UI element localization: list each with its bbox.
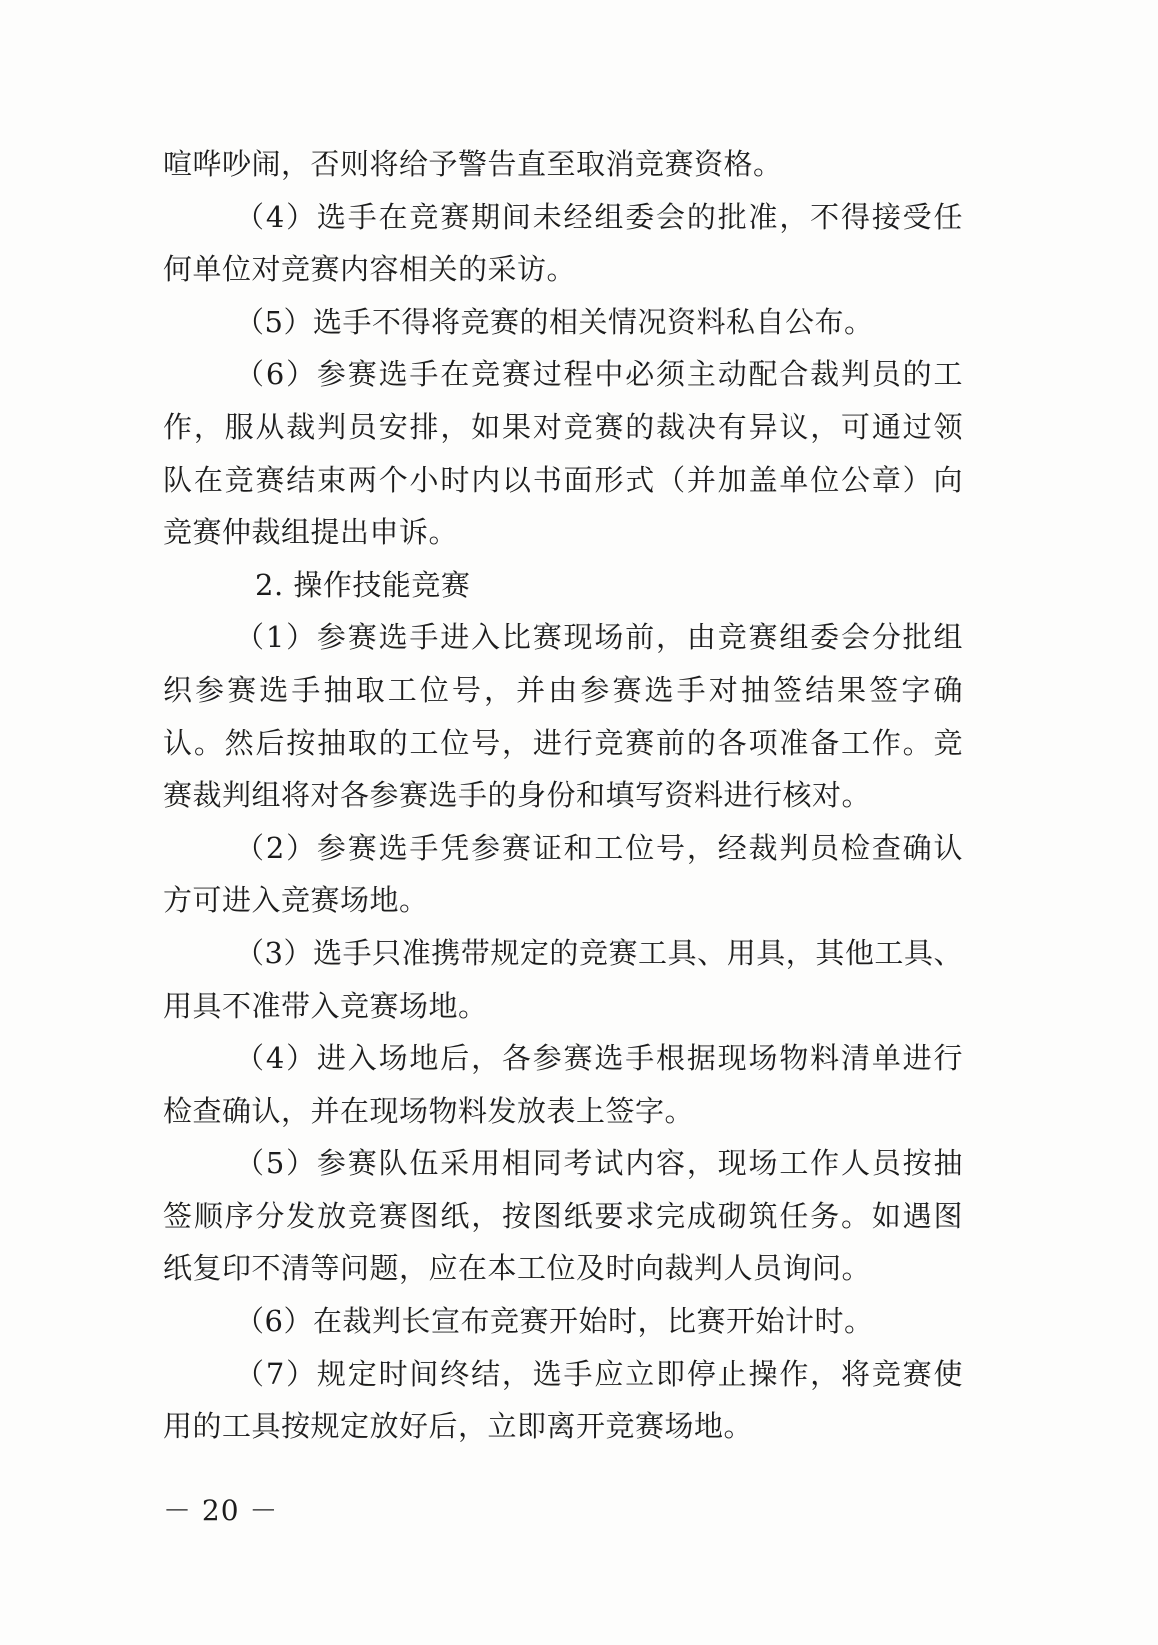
text-line: 赛裁判组将对各参赛选手的身份和填写资料进行核对。	[163, 778, 872, 813]
text-line: 织参赛选手抽取工位号，并由参赛选手对抽签结果签字确	[163, 672, 963, 707]
text-line: 方可进入竞赛场地。	[163, 883, 429, 918]
text-line: 喧哗吵闹，否则将给予警告直至取消竞赛资格。	[163, 147, 783, 181]
section-heading: 2. 操作技能竞赛	[255, 567, 471, 602]
text-line: 队在竞赛结束两个小时内以书面形式（并加盖单位公章）向	[163, 462, 963, 497]
text-line: 竞赛仲裁组提出申诉。	[163, 515, 459, 550]
text-line: （2）参赛选手凭参赛证和工位号，经裁判员检查确认	[235, 830, 963, 865]
text-line: （7）规定时间终结，选手应立即停止操作，将竞赛使	[235, 1356, 963, 1391]
page-number: － 20 －	[163, 1494, 279, 1527]
text-line: 用具不准带入竞赛场地。	[163, 988, 488, 1023]
text-line: 用的工具按规定放好后，立即离开竞赛场地。	[163, 1409, 754, 1444]
text-line: 纸复印不清等问题，应在本工位及时向裁判人员询问。	[163, 1251, 872, 1286]
text-line: （5）参赛队伍采用相同考试内容，现场工作人员按抽	[235, 1146, 963, 1181]
text-line: （1）参赛选手进入比赛现场前，由竞赛组委会分批组	[235, 620, 963, 655]
text-line: （6）参赛选手在竞赛过程中必须主动配合裁判员的工	[235, 357, 963, 392]
text-line: 检查确认，并在现场物料发放表上签字。	[163, 1093, 695, 1128]
text-line: （4）进入场地后，各参赛选手根据现场物料清单进行	[235, 1041, 963, 1076]
text-line: （5）选手不得将竞赛的相关情况资料私自公布。	[235, 304, 874, 339]
body-text	[163, 138, 963, 1453]
text-line: 何单位对竞赛内容相关的采访。	[163, 252, 577, 287]
text-line: （4）选手在竞赛期间未经组委会的批准，不得接受任	[235, 199, 963, 234]
text-line: 作，服从裁判员安排，如果对竞赛的裁决有异议，可通过领	[163, 409, 963, 444]
text-line: 认。然后按抽取的工位号，进行竞赛前的各项准备工作。竞	[163, 725, 963, 760]
text-line: （6）在裁判长宣布竞赛开始时，比赛开始计时。	[235, 1304, 874, 1339]
text-line: （3）选手只准携带规定的竞赛工具、用具，其他工具、	[235, 935, 963, 970]
text-line: 签顺序分发放竞赛图纸，按图纸要求完成砌筑任务。如遇图	[163, 1198, 963, 1233]
